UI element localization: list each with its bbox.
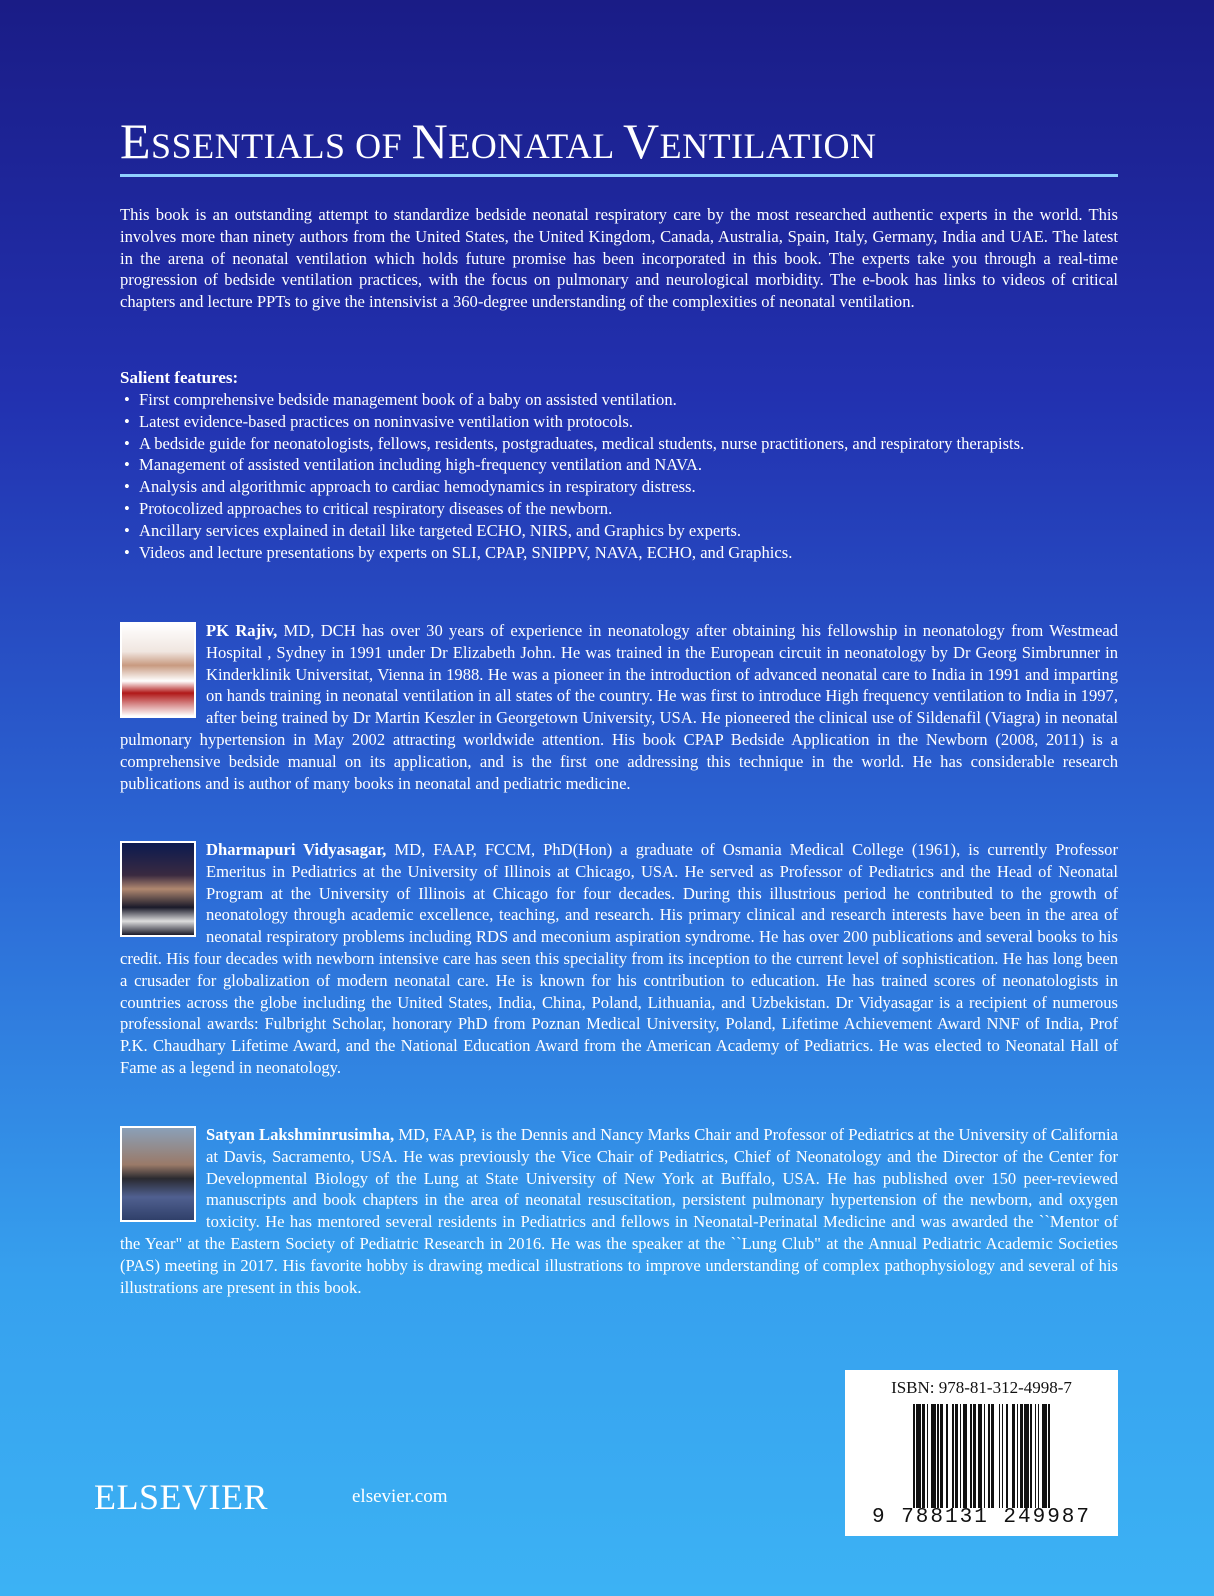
title-underline xyxy=(120,174,1118,177)
publisher-url[interactable]: elsevier.com xyxy=(352,1486,448,1507)
bio-text: MD, DCH has over 30 years of experience in neonatology after obtaining his fellowship in neonatology from Westmead Hospital , Sydney in 1991 under Dr Elizabeth John. He was trained in the European circuit in neonatology by Dr Georg Simbrunner in Kinderklinik Universitat, Vienna in 1988. He was a pioneer in the introduction of advanced neonatal care to India in 1991 and imparting on hands training in neonatal ventilation in all states of the country. He was first to introduce High frequency ventilation to India in 1997, after being trained by Dr Martin Keszler in Georgetown University, USA. He pioneered the clinical use of Sildenafil (Viagra) in neonatal pulmonary hypertension in May 2002 attracting worldwide attention. His book CPAP Bedside Application in the Newborn (2008, 2011) is a comprehensive bedside manual on its application, and is the first one addressing this technique in the world. He has considerable research publications and is author of many books in neonatal and pediatric medicine. xyxy=(120,621,1118,793)
feature-item: • Analysis and algorithmic approach to cardiac hemodynamics in respiratory distress. xyxy=(120,476,1118,498)
feature-item: • Latest evidence-based practices on noninvasive ventilation with protocols. xyxy=(120,411,1118,433)
barcode-bar xyxy=(1048,1404,1050,1508)
feature-item: • Protocolized approaches to critical respiratory diseases of the newborn. xyxy=(120,498,1118,520)
author-name: Dharmapuri Vidyasagar, xyxy=(206,840,387,859)
book-title: ESSENTIALS OF NEONATAL VENTILATION xyxy=(120,113,877,169)
isbn-number: ISBN: 978-81-312-4998-7 xyxy=(891,1378,1072,1397)
publisher-logo: ELSEVIER xyxy=(94,1477,268,1517)
author-photo xyxy=(120,1126,196,1222)
bio-text: MD, FAAP, is the Dennis and Nancy Marks Chair and Professor of Pediatrics at the University of California at Davis, Sacramento, USA. He was previously the Vice Chair of Pediatrics, Chief of Neonatology and the Director of the Center for Developmental Biology of the Lung at State University of New York at Buffalo, USA. He has published over 150 peer-reviewed manuscripts and book chapters in the area of neonatal resuscitation, persistent pulmonary hypertension of the newborn, and oxygen toxicity. He has mentored several residents in Pediatrics and fellows in Neonatal-Perinatal Medicine and was awarded the ``Mentor of the Year" at the Eastern Society of Pediatric Research in 2016. He was the speaker at the ``Lung Club" at the Annual Pediatric Academic Societies (PAS) meeting in 2017. His favorite hobby is drawing medical illustrations to improve understanding of complex pathophysiology and several of his illustrations are present in this book. xyxy=(120,1125,1118,1297)
feature-item: • A bedside guide for neonatologists, fellows, residents, postgraduates, medical students, nurse practitioners, and respiratory therapists. xyxy=(120,433,1118,455)
author-bio-vidyasagar xyxy=(120,839,1118,1079)
author-bio-lakshminrusimha xyxy=(120,1124,1118,1298)
author-photo xyxy=(120,841,196,937)
isbn-barcode xyxy=(845,1370,1118,1536)
author-name: Satyan Lakshminrusimha, xyxy=(206,1125,395,1144)
author-bio-rajiv xyxy=(120,620,1118,794)
feature-item: • Ancillary services explained in detail like targeted ECHO, NIRS, and Graphics by experts. xyxy=(120,520,1118,542)
features-heading: Salient features: xyxy=(120,368,239,387)
barcode-digits: 9 788131 249987 xyxy=(871,1506,1092,1529)
author-photo xyxy=(120,622,196,718)
feature-item: • Management of assisted ventilation including high-frequency ventilation and NAVA. xyxy=(120,454,1118,476)
intro-paragraph: This book is an outstanding attempt to standardize bedside neonatal respiratory care by the most researched authentic experts in the world. This involves more than ninety authors from the United States, the United Kingdom, Canada, Australia, Spain, Italy, Germany, India and UAE. The latest in the arena of neonatal ventilation which holds future promise has been incorporated in this book. The experts take you through a real-time progression of bedside ventilation practices, with the focus on pulmonary and neurological morbidity. The e-book has links to videos of critical chapters and lecture PPTs to give the intensivist a 360-degree understanding of the complexities of neonatal ventilation. xyxy=(120,205,1118,312)
feature-item: • Videos and lecture presentations by experts on SLI, CPAP, SNIPPV, NAVA, ECHO, and Graphics. xyxy=(120,542,1118,564)
author-name: PK Rajiv, xyxy=(206,621,278,640)
barcode-bars xyxy=(863,1404,1100,1508)
bio-text: MD, FAAP, FCCM, PhD(Hon) a graduate of Osmania Medical College (1961), is currently Professor Emeritus in Pediatrics at the University of Illinois at Chicago, USA. He served as Professor of Pediatrics and the Head of Neonatal Program at the University of Illinois at Chicago for four decades. During this illustrious period he contributed to the growth of neonatology through academic excellence, teaching, and research. His primary clinical and research interests have been in the area of neonatal respiratory problems including RDS and meconium aspiration syndrome. He has over 200 publications and several books to his credit. His four decades with newborn intensive care has seen this speciality from its inception to the current level of sophistication. He has long been a crusader for globalization of modern neonatal care. He is known for his contribution to education. He has trained scores of neonatologists in countries across the globe including the United States, India, China, Poland, Lithuania, and Uzbekistan. Dr Vidyasagar is a recipient of numerous professional awards: Fulbright Scholar, honorary PhD from Poznan Medical University, Poland, Lifetime Achievement Award NNF of India, Prof P.K. Chaudhary Lifetime Award, and the National Education Award from the American Academy of Pediatrics. He was elected to Neonatal Hall of Fame as a legend in neonatology. xyxy=(120,840,1118,1077)
features-list xyxy=(120,389,1118,563)
feature-item: • First comprehensive bedside management book of a baby on assisted ventilation. xyxy=(120,389,1118,411)
